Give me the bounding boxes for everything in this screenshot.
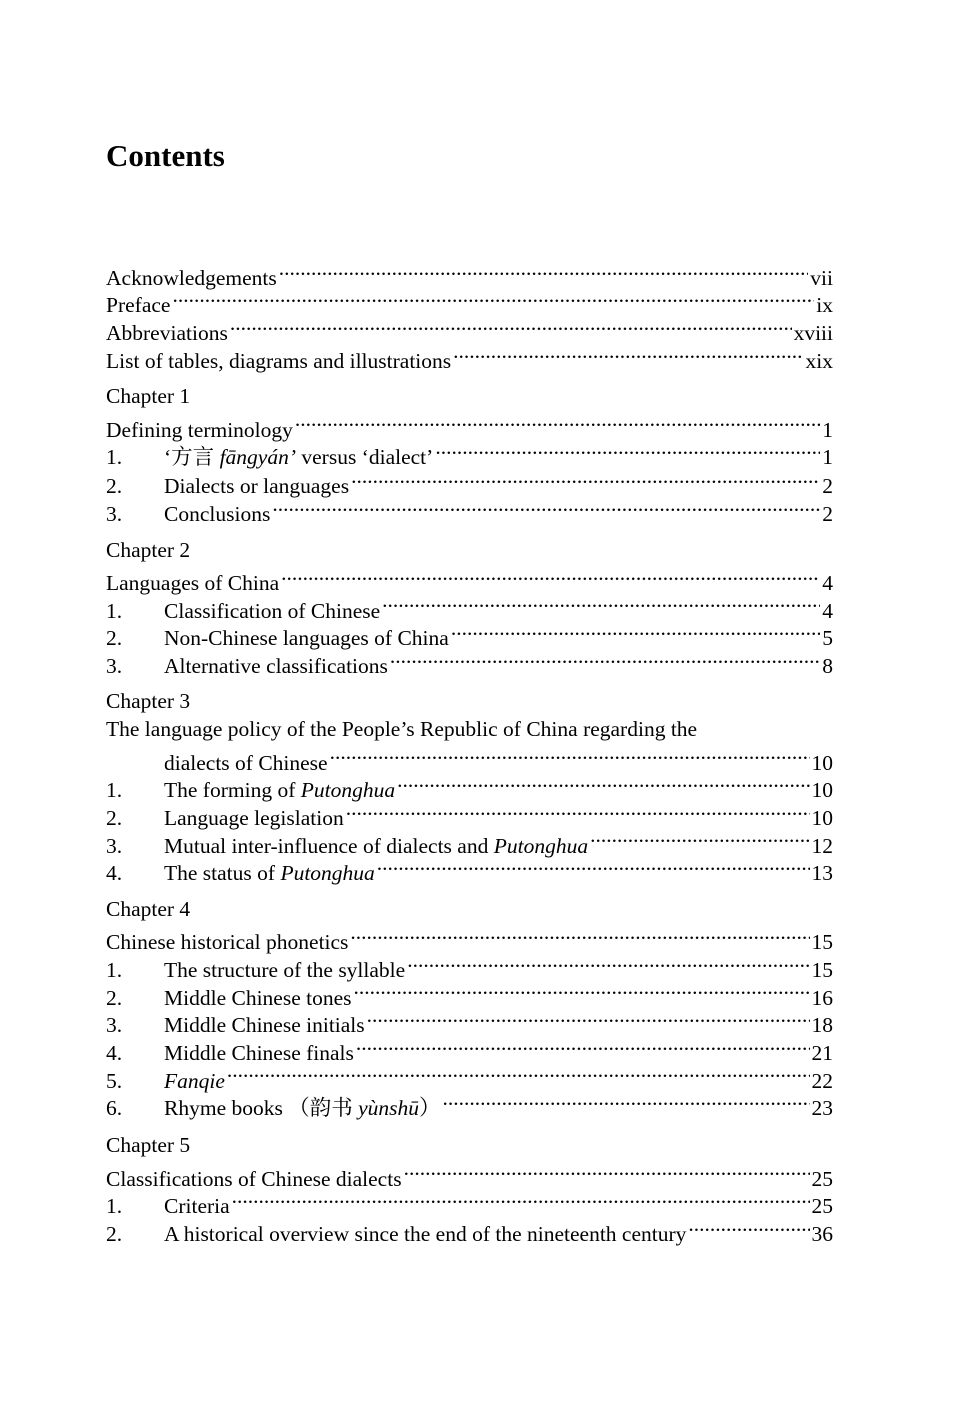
section-number: 1. — [106, 957, 123, 982]
section-number: 1. — [106, 598, 123, 623]
entry-page: 18 — [811, 1013, 833, 1038]
leader-dots — [443, 1090, 810, 1116]
toc-entry-acknowledgements[interactable] — [106, 259, 833, 290]
cjk-text: 方言 — [171, 445, 215, 470]
entry-title: Preface — [106, 293, 171, 318]
entry-title: Middle Chinese initials — [164, 1013, 365, 1038]
entry-page: 15 — [811, 957, 833, 982]
entry-page: 23 — [811, 1096, 833, 1121]
entry-title: ‘方言 fāngyán’ versus ‘dialect’ — [164, 445, 434, 470]
leader-dots — [356, 1034, 810, 1060]
leader-dots — [232, 1187, 810, 1213]
entry-page: vii — [810, 265, 833, 290]
leader-dots — [346, 799, 810, 825]
toc-entry-chapter-4[interactable] — [106, 923, 833, 955]
chapter-label: Chapter 4 — [106, 896, 191, 921]
leader-dots — [390, 647, 820, 673]
entry-page: 12 — [811, 833, 833, 858]
entry-page: 10 — [811, 750, 833, 775]
toc-entry-abbreviations[interactable] — [106, 314, 833, 346]
toc-entry-chapter-1[interactable] — [106, 411, 833, 442]
table-of-contents — [106, 259, 833, 1246]
entry-title: The forming of Putonghua — [164, 778, 396, 803]
entry-title: Classification of Chinese — [164, 598, 381, 623]
leader-dots — [272, 495, 820, 521]
section-number: 3. — [106, 833, 123, 858]
section-number: 1. — [106, 778, 123, 803]
section-number: 6. — [106, 1096, 123, 1121]
entry-title-line-2 — [106, 744, 833, 775]
leader-dots — [435, 439, 820, 465]
entry-title: Alternative classifications — [164, 654, 388, 679]
leader-dots — [354, 979, 810, 1005]
entry-title: Language legislation — [164, 805, 344, 830]
entry-title: A historical overview since the end of the nineteenth century — [164, 1221, 687, 1246]
section-number: 5. — [106, 1068, 123, 1093]
page-title: Contents — [106, 138, 225, 173]
section-number: 3. — [106, 502, 123, 527]
entry-page: 13 — [811, 861, 833, 886]
front-matter — [106, 259, 833, 373]
leader-dots — [367, 1007, 810, 1033]
entry-page: 4 — [822, 570, 833, 595]
entry-title: Middle Chinese tones — [164, 985, 352, 1010]
entry-page: ix — [816, 293, 833, 318]
section-number: 3. — [106, 1013, 123, 1038]
entry-page: 5 — [822, 626, 833, 651]
entry-page: 1 — [822, 417, 833, 442]
entry-title: The structure of the syllable — [164, 957, 406, 982]
leader-dots — [397, 772, 809, 798]
toc-entry-chapter-3[interactable] — [106, 716, 833, 775]
entry-title: Defining terminology — [106, 417, 293, 442]
section-number: 4. — [106, 1040, 123, 1065]
toc-entry-1-1[interactable] — [106, 439, 833, 468]
entry-page: xviii — [793, 321, 833, 346]
section-number: 3. — [106, 654, 123, 679]
entry-page: 22 — [811, 1068, 833, 1093]
leader-dots — [404, 1160, 810, 1186]
leader-dots — [295, 411, 820, 437]
chapter-label: Chapter 3 — [106, 689, 191, 714]
entry-page: 4 — [822, 598, 833, 623]
leader-dots — [451, 620, 820, 646]
entry-page: 16 — [811, 985, 833, 1010]
entry-title: The status of Putonghua — [164, 861, 375, 886]
entry-title: List of tables, diagrams and illustrations — [106, 348, 452, 373]
toc-entry-preface[interactable] — [106, 287, 833, 318]
entry-title: Non-Chinese languages of China — [164, 626, 449, 651]
leader-dots — [230, 314, 792, 340]
chapter-label: Chapter 5 — [106, 1133, 191, 1158]
entry-page: 10 — [811, 778, 833, 803]
leader-dots — [351, 468, 820, 494]
entry-title: Fanqie — [164, 1068, 225, 1093]
leader-dots — [407, 951, 809, 977]
entry-page: xix — [805, 348, 833, 373]
section-number: 2. — [106, 474, 123, 499]
entry-title: Criteria — [164, 1194, 230, 1219]
chapter-label: Chapter 1 — [106, 384, 191, 409]
leader-dots — [377, 855, 810, 881]
entry-title: Chinese historical phonetics — [106, 930, 349, 955]
entry-title: Abbreviations — [106, 321, 228, 346]
entry-page: 25 — [811, 1166, 833, 1191]
section-number: 2. — [106, 1221, 123, 1246]
section-number: 1. — [106, 445, 123, 470]
entry-title: Middle Chinese finals — [164, 1040, 354, 1065]
entry-title: dialects of Chinese — [164, 750, 328, 775]
leader-dots — [382, 592, 820, 618]
entry-page: 1 — [822, 445, 833, 470]
leader-dots — [330, 744, 810, 770]
entry-page: 21 — [811, 1040, 833, 1065]
section-number: 2. — [106, 985, 123, 1010]
entry-title-line-1: The language policy of the People’s Republic of China regarding the — [106, 717, 698, 742]
leader-dots — [350, 923, 809, 949]
pinyin-text: fāngyán’ — [219, 445, 296, 470]
leader-dots — [281, 564, 820, 590]
entry-title: Classifications of Chinese dialects — [106, 1166, 402, 1191]
entry-page: 15 — [811, 930, 833, 955]
section-number: 2. — [106, 805, 123, 830]
leader-dots — [688, 1215, 809, 1241]
leader-dots — [279, 259, 809, 285]
section-number: 4. — [106, 861, 123, 886]
leader-dots — [590, 827, 809, 853]
entry-title: Languages of China — [106, 570, 280, 595]
leader-dots — [453, 342, 803, 368]
toc-entry-4-6[interactable] — [106, 1090, 833, 1119]
toc-entry-chapter-5[interactable] — [106, 1160, 833, 1191]
entry-page: 10 — [811, 805, 833, 830]
entry-title: Dialects or languages — [164, 474, 350, 499]
toc-entry-chapter-2[interactable] — [106, 564, 833, 595]
entry-page: 8 — [822, 654, 833, 679]
entry-title: Acknowledgements — [106, 265, 277, 290]
entry-title: Rhyme books （韵书 yùnshū） — [164, 1096, 441, 1121]
entry-page: 36 — [811, 1221, 833, 1246]
entry-title: Mutual inter-influence of dialects and Putonghua — [164, 833, 589, 858]
entry-page: 2 — [822, 474, 833, 499]
entry-title: Conclusions — [164, 502, 271, 527]
entry-page: 2 — [822, 502, 833, 527]
chapter-label: Chapter 2 — [106, 537, 191, 562]
leader-dots — [172, 287, 814, 313]
section-number: 1. — [106, 1194, 123, 1219]
entry-page: 25 — [811, 1194, 833, 1219]
section-number: 2. — [106, 626, 123, 651]
leader-dots — [227, 1062, 810, 1088]
